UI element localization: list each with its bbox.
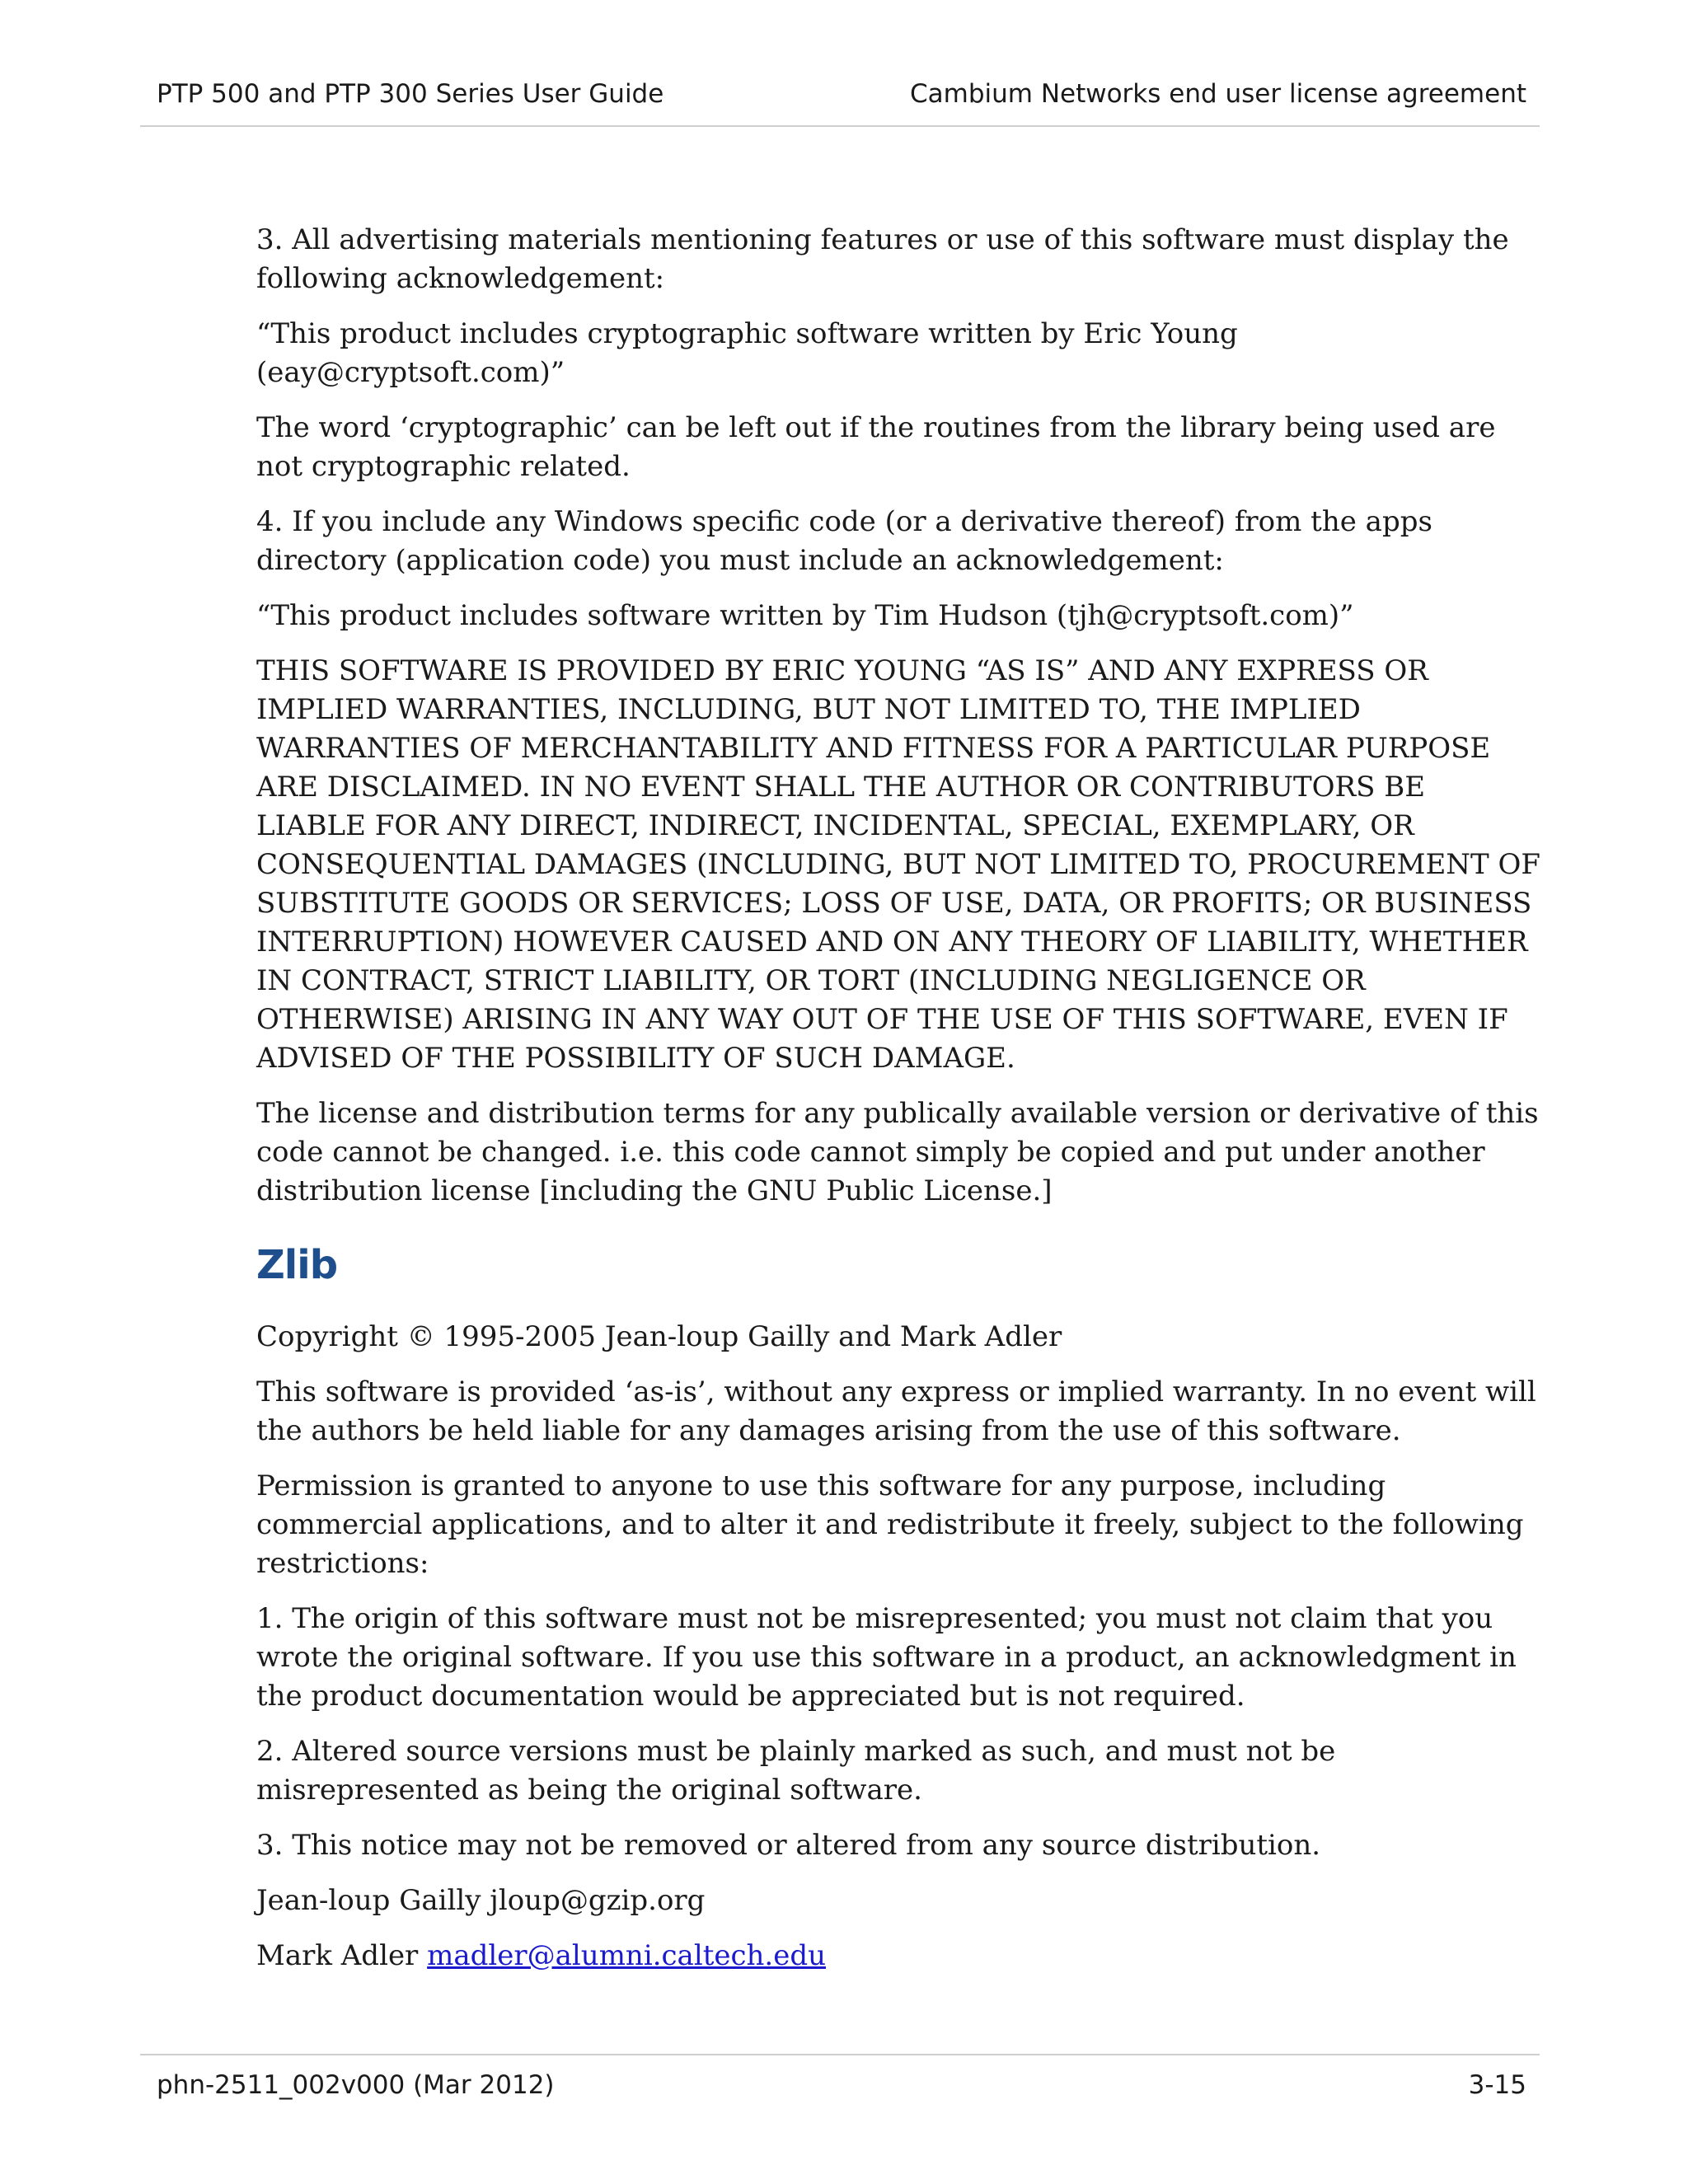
paragraph-zlib-warranty: This software is provided ‘as-is’, without any express or implied warranty. In no event will the authors be held liable for any damages arising from the use of this software. — [256, 1376, 1536, 1447]
paragraph-advertising-clause: 3. All advertising materials mentioning features or use of this software must display the following acknowledgement: — [256, 223, 1509, 295]
page-body — [256, 221, 1542, 1992]
header-section-title: Cambium Networks end user license agreement — [909, 79, 1526, 109]
paragraph-warranty-disclaimer: THIS SOFTWARE IS PROVIDED BY ERIC YOUNG “AS IS” AND ANY EXPRESS OR IMPLIED WARRANTIES, INCLUDING, BUT NOT LIMITED TO, THE IMPLIED WARRANTIES OF MERCHANTABILITY AND FITNESS FOR A PARTICULAR PURPOSE ARE DISCLAIMED. IN NO EVENT SHALL THE AUTHOR OR CONTRIBUTORS BE LIABLE FOR ANY DIRECT, INDIRECT, INCIDENTAL, SPECIAL, EXEMPLARY, OR CONSEQUENTIAL DAMAGES (INCLUDING, BUT NOT LIMITED TO, PROCUREMENT OF SUBSTITUTE GOODS OR SERVICES; LOSS OF USE, DATA, OR PROFITS; OR BUSINESS INTERRUPTION) HOWEVER CAUSED AND ON ANY THEORY OF LIABILITY, WHETHER IN CONTRACT, STRICT LIABILITY, OR TORT (INCLUDING NEGLIGENCE OR OTHERWISE) ARISING IN ANY WAY OUT OF THE USE OF THIS SOFTWARE, EVEN IF ADVISED OF THE POSSIBILITY OF SUCH DAMAGE. — [256, 654, 1540, 1075]
paragraph-acknowledgement-eay: “This product includes cryptographic software written by Eric Young (eay@cryptsoft.com)” — [256, 317, 1238, 389]
paragraph-zlib-restriction-2: 2. Altered source versions must be plainly marked as such, and must not be misrepresented as being the original software. — [256, 1735, 1336, 1807]
paragraph-license-terms: The license and distribution terms for any publically available version or derivative of this code cannot be changed. i.e. this code cannot simply be copied and put under another distribution license [including the GNU Public License.] — [256, 1097, 1539, 1207]
footer-document-id: phn-2511_002v000 (Mar 2012) — [157, 2070, 555, 2100]
paragraph-zlib-restriction-3: 3. This notice may not be removed or altered from any source distribution. — [256, 1829, 1321, 1862]
page-number: 3-15 — [1468, 2070, 1526, 2100]
author-name-adler: Mark Adler — [256, 1939, 428, 1972]
paragraph-zlib-restriction-1: 1. The origin of this software must not be misrepresented; you must not claim that you wrote the original software. If you use this software in a product, an acknowledgment in the product documentation would be appreciated but is not required. — [256, 1602, 1517, 1713]
paragraph-author-adler — [256, 1937, 1542, 1975]
email-link-adler[interactable]: madler@alumni.caltech.edu — [427, 1939, 827, 1972]
header-divider — [140, 125, 1540, 127]
header-document-title: PTP 500 and PTP 300 Series User Guide — [157, 79, 664, 109]
section-heading-zlib: Zlib — [256, 1242, 338, 1288]
paragraph-acknowledgement-tjh: “This product includes software written by Tim Hudson (tjh@cryptsoft.com)” — [256, 599, 1354, 632]
paragraph-windows-clause: 4. If you include any Windows specific code (or a derivative thereof) from the apps directory (application code) you must include an acknowledgement: — [256, 505, 1432, 577]
footer-divider — [140, 2054, 1540, 2055]
paragraph-zlib-permission: Permission is granted to anyone to use this software for any purpose, including commercial applications, and to alter it and redistribute it freely, subject to the following restrictions: — [256, 1469, 1524, 1580]
running-header — [140, 76, 1526, 112]
running-footer — [140, 2064, 1526, 2100]
paragraph-zlib-copyright: Copyright © 1995-2005 Jean-loup Gailly and Mark Adler — [256, 1320, 1062, 1353]
paragraph-cryptographic-note: The word ‘cryptographic’ can be left out if the routines from the library being used are not cryptographic related. — [256, 411, 1496, 483]
paragraph-author-gailly: Jean-loup Gailly jloup@gzip.org — [256, 1884, 706, 1917]
